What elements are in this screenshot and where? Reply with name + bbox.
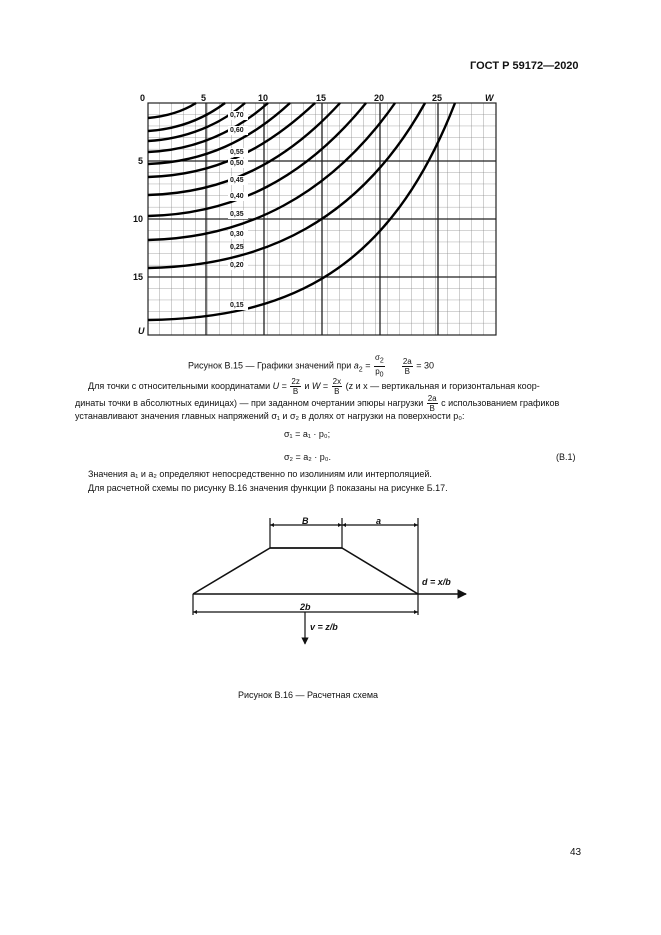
isoline-label-020: 0,20 xyxy=(230,262,244,269)
formula-1: σ₁ = a₁ · p₀; xyxy=(284,429,331,439)
left-tick-10: 10 xyxy=(133,214,144,224)
isoline-label-015: 0,15 xyxy=(230,302,244,309)
top-axis-label: W xyxy=(485,93,494,103)
formula-2: σ₂ = a₂ · p₀. xyxy=(284,452,332,462)
schema-label-d: d = x/b xyxy=(422,577,451,587)
schema-label-a: a xyxy=(376,516,382,526)
caption-prefix: Рисунок В.15 — Графики значений при xyxy=(188,360,354,371)
paragraph-line-2: динаты точки в абсолютных единицах) — при заданном очертании эпюры нагрузки $\frac{2a}{B}$ с использованием графиков xyxy=(75,394,560,413)
isoline-label-050: 0,50 xyxy=(230,160,244,167)
isoline-label-045: 0,45 xyxy=(230,177,244,184)
isoline-label-040: 0,40 xyxy=(230,193,244,200)
isoline-label-035: 0,35 xyxy=(230,211,244,218)
left-axis-label: U xyxy=(138,326,145,336)
paragraph-3: Для расчетной схемы по рисунку В.16 значения функции β показаны на рисунке Б.17. xyxy=(88,483,448,493)
paragraph-line-1: Для точки с относительными координатами U = $\frac{2z}{B}$ и W = $\frac{2x}{B}$ (z и x — вертикальная и горизонтальная коор- xyxy=(88,377,540,396)
caption-ratio-value: = 30 xyxy=(416,360,435,371)
isoline-label-070: 0,70 xyxy=(230,112,244,119)
standard-header: ГОСТ Р 59172—2020 xyxy=(470,60,579,72)
isoline-label-030: 0,30 xyxy=(230,231,244,238)
schema-label-B: B xyxy=(302,516,309,526)
caption-ratio-fraction: $\frac{2a}{B}$ xyxy=(402,356,412,376)
paragraph-2: Значения a₁ и a₂ определяют непосредственно по изолиниям или интерполяцией. xyxy=(88,469,432,479)
left-tick-5: 5 xyxy=(138,156,144,166)
schema-label-v: v = z/b xyxy=(310,622,338,632)
top-tick-15: 15 xyxy=(316,93,327,103)
top-tick-20: 20 xyxy=(374,93,385,103)
figure-16-caption: Рисунок В.16 — Расчетная схема xyxy=(238,690,379,700)
caption-a: a xyxy=(353,360,359,371)
top-tick-10: 10 xyxy=(258,93,269,103)
isoline-label-060: 0,60 xyxy=(230,127,244,134)
top-tick-5: 5 xyxy=(201,93,207,103)
caption-sigma-fraction: $\frac{\sigma_2}{p_0}$ xyxy=(374,353,384,379)
schema-label-2b: 2b xyxy=(300,602,311,612)
top-tick-0: 0 xyxy=(140,93,146,103)
isoline-label-025: 0,25 xyxy=(230,244,244,251)
figure-15-caption: Рисунок В.15 — Графики значений при $a_2$ = $\frac{\sigma_2}{p_0}$ $\frac{2a}{B}$ = 30 xyxy=(188,353,435,379)
page-number: 43 xyxy=(570,847,582,858)
left-tick-15: 15 xyxy=(133,272,144,282)
formula-number: (В.1) xyxy=(556,452,576,462)
paragraph-line-3: устанавливают значения главных напряжений σ₁ и σ₂ в долях от нагрузки на поверхности p₀: xyxy=(75,411,465,421)
isoline-label-055: 0,55 xyxy=(230,149,244,156)
top-tick-25: 25 xyxy=(432,93,443,103)
